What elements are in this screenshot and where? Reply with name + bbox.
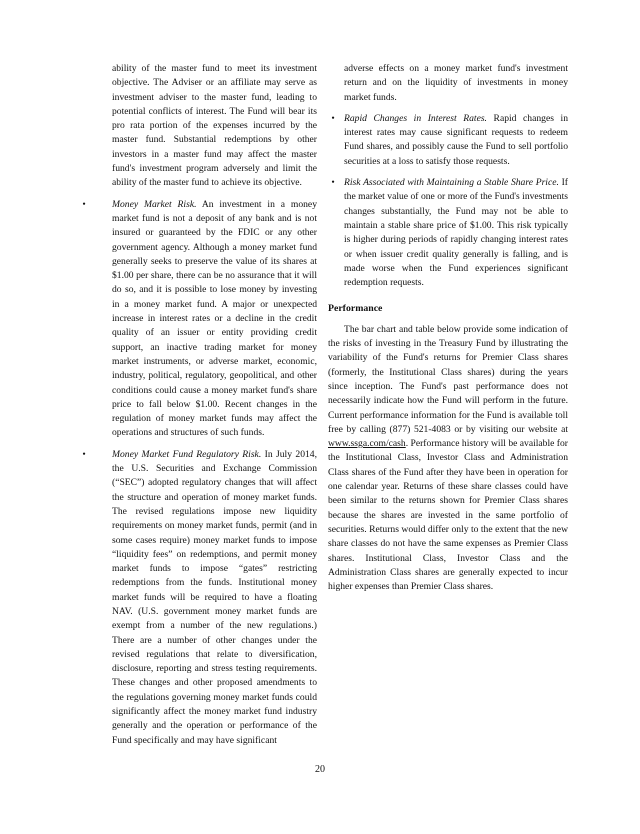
continued-paragraph: adverse effects on a money market fund's investment return and on the liquidity of investments in money market funds. <box>344 63 568 103</box>
bullet-title: Money Market Risk. <box>112 198 197 210</box>
left-column <box>82 62 317 755</box>
website-link[interactable]: www.ssga.com/cash <box>328 438 406 450</box>
bullet-dot-icon: • <box>82 448 86 460</box>
bullet-title: Money Market Fund Regulatory Risk. <box>112 448 262 460</box>
performance-text: The bar chart and table below provide some indication of the risks of investing in the Treasury Fund by illustrating the variability of the Fund's returns for Premier Class shares (formerly, the Institutional Class shares) during the years since inception. The Fund's past performance does not necessarily indicate how the Fund will perform in the future. Current performance information for the Fund is available toll free by calling (877) 521-4083 or by visiting our website at <box>328 323 568 435</box>
performance-paragraph <box>328 323 568 595</box>
risk-bullet-list <box>82 198 317 748</box>
continued-paragraph: ability of the master fund to meet its investment objective. The Adviser or an affiliate may serve as investment adviser to the master fund, leading to potential conflicts of interest. The Fund will bear its pro rata portion of the expenses incurred by the master fund. Substantial redemptions by other investors in a master fund may affect the master fund's investment program adversely and limit the ability of the master fund to achieve its objective. <box>112 63 317 189</box>
performance-heading: Performance <box>328 303 383 315</box>
bullet-title: Rapid Changes in Interest Rates. <box>344 112 487 124</box>
bullet-text: An investment in a money market fund is not a deposit of any bank and is not insured or guaranteed by the FDIC or any other government agency. Although a money market fund generally seeks to preserve the value of its shares at $1.00 per share, there can be no assurance that it will do so, and it is possible to lose money by investing in a money market fund. A major or unexpected increase in interest rates or a decline in the credit quality of an issuer or entity providing credit support, an inactive trading market for money market instruments, or adverse market, economic, industry, political, regulatory, geopolitical, and other conditions could cause a money market fund's share price to fall below $1.00. Recent changes in the regulation of money market funds may affect the operations and structures of such funds. <box>112 198 317 439</box>
bullet-text: Rapid changes in interest rates may cause significant requests to redeem Fund shares, and possibly cause the Fund to sell portfolio securities at a loss to satisfy those requests. <box>344 112 568 167</box>
bullet-dot-icon: • <box>331 177 335 189</box>
bullet-dot-icon: • <box>82 198 86 210</box>
bullet-regulatory-risk <box>82 448 317 748</box>
bullet-text: If the market value of one or more of the Fund's investments changes substantially, the Fund may not be able to maintain a stable share price of $1.00. This risk typically is higher during periods of rapidly changing interest rates or when issuer credit quality generally is falling, and is made worse when the Fund experiences significant redemption requests. <box>344 177 568 289</box>
bullet-dot-icon: • <box>331 112 335 124</box>
performance-text-continued: . Performance history will be available for the Institutional Class, Investor Class and Administration Class shares of the Fund after they have been in operation for one calendar year. Returns of these share classes could have been similar to the returns shown for Premier Class shares because the shares are invested in the same portfolio of securities. Returns would differ only to the extent that the new share classes do not have the same expenses as Premier Class shares. Institutional Class, Investor Class and the Administration Class shares are generally expected to incur higher expenses than Premier Class shares. <box>328 438 568 593</box>
right-column <box>328 62 568 594</box>
bullet-title: Risk Associated with Maintaining a Stable Share Price. <box>344 177 559 189</box>
bullet-text: In July 2014, the U.S. Securities and Exchange Commission (“SEC”) adopted regulatory changes that will affect the structure and operation of money market funds. The revised regulations impose new liquidity requirements on money market funds, permit (and in some cases require) money market funds to impose “liquidity fees” on redemptions, and permit money market funds to impose “gates” restricting redemptions from the funds. Institutional money market funds will be required to have a floating NAV. (U.S. government money market funds are exempt from a number of the new regulations.) There are a number of other changes under the revised regulations that relate to diversification, disclosure, reporting and stress testing requirements. These changes and other proposed amendments to the regulations governing money market funds could significantly affect the money market fund industry generally and the operation or performance of the Fund specifically and may have significant <box>112 448 317 746</box>
bullet-interest-rate-risk <box>331 112 568 169</box>
risk-bullet-list <box>331 112 568 291</box>
page-number: 20 <box>315 764 325 775</box>
bullet-money-market-risk <box>82 198 317 441</box>
bullet-stable-price-risk <box>331 176 568 290</box>
